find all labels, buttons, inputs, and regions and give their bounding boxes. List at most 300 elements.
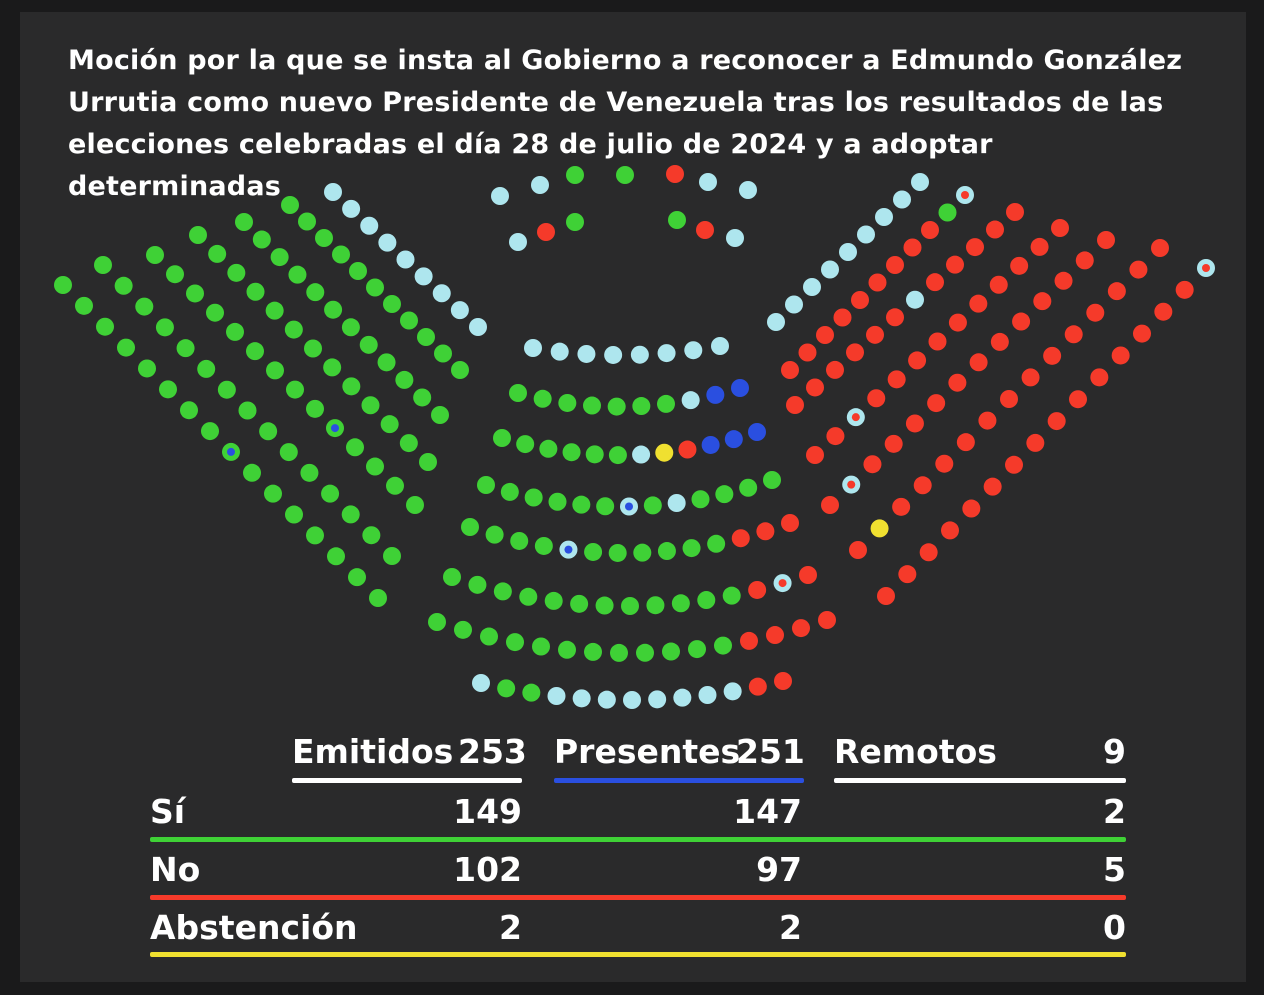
- seat: [369, 589, 387, 607]
- seat: [1055, 272, 1073, 290]
- seat: [534, 390, 552, 408]
- seat: [672, 594, 690, 612]
- seat: [658, 542, 676, 560]
- presentes-underline: [554, 778, 804, 783]
- seat: [378, 234, 396, 252]
- seat: [306, 283, 324, 301]
- seat: [826, 427, 844, 445]
- seat: [243, 464, 261, 482]
- seat: [799, 566, 817, 584]
- seat: [739, 479, 757, 497]
- seat: [535, 537, 553, 555]
- seat: [867, 389, 885, 407]
- seat: [911, 173, 929, 191]
- seat: [472, 674, 490, 692]
- row-no-underline: [150, 895, 1126, 900]
- seat: [926, 273, 944, 291]
- remote-seat-marker: [564, 546, 572, 554]
- seat: [785, 296, 803, 314]
- seat: [763, 471, 781, 489]
- seat: [264, 485, 282, 503]
- seat: [197, 360, 215, 378]
- seat: [532, 637, 550, 655]
- seat: [406, 496, 424, 514]
- seat: [803, 278, 821, 296]
- seat: [454, 621, 472, 639]
- seat: [1065, 325, 1083, 343]
- seat: [525, 489, 543, 507]
- seat: [725, 430, 743, 448]
- seat: [632, 446, 650, 464]
- seat: [986, 221, 1004, 239]
- seat: [1090, 368, 1108, 386]
- seat: [616, 166, 634, 184]
- seat: [510, 532, 528, 550]
- seat: [96, 318, 114, 336]
- seat: [75, 297, 93, 315]
- seat: [834, 309, 852, 327]
- remote-seat-marker: [852, 413, 860, 421]
- seat: [566, 166, 584, 184]
- seat: [904, 239, 922, 257]
- seat: [395, 371, 413, 389]
- seat: [991, 333, 1009, 351]
- seat: [493, 429, 511, 447]
- seat: [417, 328, 435, 346]
- seat: [949, 314, 967, 332]
- seat: [239, 402, 257, 420]
- row-no-label: No: [150, 850, 201, 889]
- seat: [756, 522, 774, 540]
- seat: [886, 308, 904, 326]
- seat: [189, 226, 207, 244]
- seat: [906, 291, 924, 309]
- seat: [428, 613, 446, 631]
- seat: [724, 682, 742, 700]
- seat: [573, 689, 591, 707]
- seat: [866, 326, 884, 344]
- seat: [451, 301, 469, 319]
- seat: [969, 295, 987, 313]
- seat: [201, 422, 219, 440]
- remote-seat-marker: [847, 481, 855, 489]
- seat: [572, 496, 590, 514]
- seat: [818, 611, 836, 629]
- seat: [799, 344, 817, 362]
- seat: [117, 339, 135, 357]
- seat: [469, 318, 487, 336]
- row-si-underline: [150, 837, 1126, 842]
- seat: [871, 519, 889, 537]
- seat: [886, 256, 904, 274]
- seat: [610, 644, 628, 662]
- seat: [748, 423, 766, 441]
- seat: [621, 597, 639, 615]
- row-no-emitidos: 102: [453, 850, 522, 889]
- seat: [699, 686, 717, 704]
- seat: [1012, 313, 1030, 331]
- hemicycle-seat-map: [20, 12, 1246, 732]
- seat: [298, 213, 316, 231]
- seat: [893, 191, 911, 209]
- seat: [491, 187, 509, 205]
- seat: [516, 435, 534, 453]
- seat: [177, 339, 195, 357]
- seat: [332, 246, 350, 264]
- seat: [740, 632, 758, 650]
- seat: [551, 343, 569, 361]
- emitidos-underline: [292, 778, 522, 783]
- seat: [821, 261, 839, 279]
- seat: [378, 353, 396, 371]
- seat: [990, 276, 1008, 294]
- seat: [781, 361, 799, 379]
- row-no-remotos: 5: [1103, 850, 1126, 889]
- seat: [246, 342, 264, 360]
- seat: [816, 326, 834, 344]
- seat: [545, 592, 563, 610]
- seat: [623, 691, 641, 709]
- seat: [285, 506, 303, 524]
- seat: [94, 256, 112, 274]
- seat: [1097, 231, 1115, 249]
- seat: [739, 181, 757, 199]
- seat: [821, 496, 839, 514]
- seat: [186, 284, 204, 302]
- seat: [948, 374, 966, 392]
- seat: [692, 490, 710, 508]
- row-si-label: Sí: [150, 792, 186, 831]
- seat: [792, 619, 810, 637]
- seat: [577, 345, 595, 363]
- seat: [683, 539, 701, 557]
- seat: [381, 415, 399, 433]
- seat: [714, 637, 732, 655]
- seat: [135, 298, 153, 316]
- seat: [696, 221, 714, 239]
- seat: [707, 535, 725, 553]
- seat: [957, 433, 975, 451]
- seat: [397, 251, 415, 269]
- seat: [558, 394, 576, 412]
- row-abstencion-remotos: 0: [1103, 908, 1126, 947]
- seat: [1033, 292, 1051, 310]
- seat: [208, 245, 226, 263]
- seat: [749, 678, 767, 696]
- seat: [539, 440, 557, 458]
- seat: [271, 248, 289, 266]
- seat: [935, 455, 953, 473]
- seat: [362, 526, 380, 544]
- seat: [688, 640, 706, 658]
- seat: [288, 266, 306, 284]
- seat: [226, 323, 244, 341]
- seat: [699, 173, 717, 191]
- seat: [524, 339, 542, 357]
- seat: [1005, 456, 1023, 474]
- seat: [941, 521, 959, 539]
- seat: [1043, 347, 1061, 365]
- seat: [673, 689, 691, 707]
- seat: [586, 445, 604, 463]
- seat: [826, 361, 844, 379]
- seat: [888, 370, 906, 388]
- seat: [1010, 257, 1028, 275]
- seat: [668, 494, 686, 512]
- seat: [806, 378, 824, 396]
- seat: [451, 361, 469, 379]
- seat: [906, 414, 924, 432]
- seat: [477, 476, 495, 494]
- seat: [711, 337, 729, 355]
- seat: [657, 395, 675, 413]
- presentes-label: Presentes: [554, 732, 741, 771]
- row-no-presentes: 97: [756, 850, 802, 889]
- seat: [929, 333, 947, 351]
- seat: [655, 444, 673, 462]
- seat: [1069, 390, 1087, 408]
- seat: [921, 221, 939, 239]
- seat: [342, 200, 360, 218]
- seat: [786, 396, 804, 414]
- seat: [766, 626, 784, 644]
- seat: [531, 176, 549, 194]
- seat: [1086, 304, 1104, 322]
- seat: [468, 576, 486, 594]
- seat: [259, 422, 277, 440]
- seat: [702, 436, 720, 454]
- seat: [1026, 434, 1044, 452]
- remote-seat-marker: [961, 191, 969, 199]
- presentes-total: 251: [736, 732, 805, 771]
- seat: [1129, 261, 1147, 279]
- seat: [726, 229, 744, 247]
- seat: [1151, 239, 1169, 257]
- seat: [266, 361, 284, 379]
- seat: [748, 581, 766, 599]
- row-abstencion-label: Abstención: [150, 908, 358, 947]
- seat: [604, 346, 622, 364]
- seat: [863, 455, 881, 473]
- row-abstencion-emitidos: 2: [499, 908, 522, 947]
- seat: [480, 628, 498, 646]
- seat: [648, 690, 666, 708]
- seat: [266, 302, 284, 320]
- seat: [596, 497, 614, 515]
- seat: [323, 358, 341, 376]
- seat: [908, 351, 926, 369]
- seat: [1112, 346, 1130, 364]
- seat: [362, 396, 380, 414]
- seat: [306, 526, 324, 544]
- seat: [180, 401, 198, 419]
- seat: [885, 435, 903, 453]
- seat: [509, 384, 527, 402]
- seat: [346, 438, 364, 456]
- seat: [732, 529, 750, 547]
- seat: [898, 565, 916, 583]
- seat: [1051, 219, 1069, 237]
- seat: [566, 213, 584, 231]
- seat: [946, 256, 964, 274]
- seat: [519, 588, 537, 606]
- seat: [584, 543, 602, 561]
- seat: [598, 691, 616, 709]
- seat: [658, 344, 676, 362]
- seat: [366, 279, 384, 297]
- seat: [839, 243, 857, 261]
- seat: [684, 341, 702, 359]
- seat: [697, 591, 715, 609]
- seat: [662, 643, 680, 661]
- seat: [609, 446, 627, 464]
- seat: [978, 412, 996, 430]
- seat: [549, 493, 567, 511]
- seat: [506, 633, 524, 651]
- seat: [608, 398, 626, 416]
- seat: [386, 477, 404, 495]
- remote-seat-marker: [1202, 264, 1210, 272]
- seat: [632, 397, 650, 415]
- seat: [227, 264, 245, 282]
- seat: [774, 672, 792, 690]
- seat: [383, 295, 401, 313]
- seat: [247, 283, 265, 301]
- seat: [857, 226, 875, 244]
- seat: [253, 231, 271, 249]
- seat: [115, 277, 133, 295]
- remotos-total: 9: [1103, 732, 1126, 771]
- seat: [1031, 238, 1049, 256]
- row-abstencion-underline: [150, 952, 1126, 957]
- seat: [806, 446, 824, 464]
- seat: [914, 476, 932, 494]
- seat: [324, 301, 342, 319]
- seat: [497, 679, 515, 697]
- seat: [285, 321, 303, 339]
- seat: [1076, 251, 1094, 269]
- seat: [668, 211, 686, 229]
- seat: [443, 568, 461, 586]
- seat: [939, 204, 957, 222]
- seat: [281, 196, 299, 214]
- seat: [781, 514, 799, 532]
- seat: [666, 165, 684, 183]
- emitidos-label: Emitidos: [292, 732, 454, 771]
- row-si-presentes: 147: [733, 792, 802, 831]
- row-abstencion-presentes: 2: [779, 908, 802, 947]
- seat: [558, 641, 576, 659]
- seat: [706, 386, 724, 404]
- seat: [609, 544, 627, 562]
- seat: [966, 238, 984, 256]
- seat: [415, 267, 433, 285]
- seat: [584, 643, 602, 661]
- seat: [1154, 303, 1172, 321]
- seat: [869, 274, 887, 292]
- emitidos-total: 253: [458, 732, 527, 771]
- remote-seat-marker: [779, 579, 787, 587]
- remotos-header: [834, 732, 997, 773]
- seat: [431, 406, 449, 424]
- seat: [321, 485, 339, 503]
- seat: [522, 684, 540, 702]
- seat: [570, 595, 588, 613]
- seat: [877, 587, 895, 605]
- seat: [962, 500, 980, 518]
- seat: [348, 568, 366, 586]
- seat: [715, 485, 733, 503]
- seat: [849, 541, 867, 559]
- seat: [159, 380, 177, 398]
- seat: [1022, 368, 1040, 386]
- remote-seat-marker: [625, 503, 633, 511]
- seat: [731, 379, 749, 397]
- seat: [146, 246, 164, 264]
- seat: [413, 388, 431, 406]
- seat: [300, 464, 318, 482]
- seat: [342, 318, 360, 336]
- seat: [342, 377, 360, 395]
- seat: [1048, 412, 1066, 430]
- seat: [563, 443, 581, 461]
- seat: [434, 345, 452, 363]
- seat: [324, 183, 342, 201]
- seat: [304, 340, 322, 358]
- seat: [1006, 203, 1024, 221]
- seat: [548, 687, 566, 705]
- seat: [315, 229, 333, 247]
- seat: [846, 343, 864, 361]
- seat: [486, 526, 504, 544]
- seat: [156, 318, 174, 336]
- seat: [166, 265, 184, 283]
- seat: [286, 381, 304, 399]
- motion-title: Moción por la que se insta al Gobierno a reconocer a Edmundo González Urrutia como nuevo Presidente de Venezuela tras los resultados de las elecciones celebradas el día 28 de julio de 2024 y a adoptar determinadas: [68, 45, 1183, 202]
- seat: [235, 213, 253, 231]
- seat: [461, 518, 479, 536]
- seat: [327, 547, 345, 565]
- seat: [537, 223, 555, 241]
- seat: [583, 397, 601, 415]
- seat: [349, 262, 367, 280]
- seat: [851, 291, 869, 309]
- seat: [678, 441, 696, 459]
- seat: [644, 496, 662, 514]
- seat: [723, 587, 741, 605]
- seat: [1176, 281, 1194, 299]
- seat: [509, 233, 527, 251]
- seat: [366, 458, 384, 476]
- remote-seat-marker: [331, 424, 339, 432]
- seat: [218, 381, 236, 399]
- seat: [54, 276, 72, 294]
- seat: [1108, 282, 1126, 300]
- seat: [646, 596, 664, 614]
- seat: [682, 391, 700, 409]
- seat: [984, 478, 1002, 496]
- remotos-label: Remotos: [834, 732, 997, 771]
- seat: [306, 400, 324, 418]
- presentes-header: [554, 732, 740, 773]
- seat: [360, 336, 378, 354]
- remotos-underline: [834, 778, 1126, 783]
- seat: [360, 217, 378, 235]
- row-si-emitidos: 149: [453, 792, 522, 831]
- seat: [631, 346, 649, 364]
- seat: [892, 498, 910, 516]
- emitidos-header: [292, 732, 453, 773]
